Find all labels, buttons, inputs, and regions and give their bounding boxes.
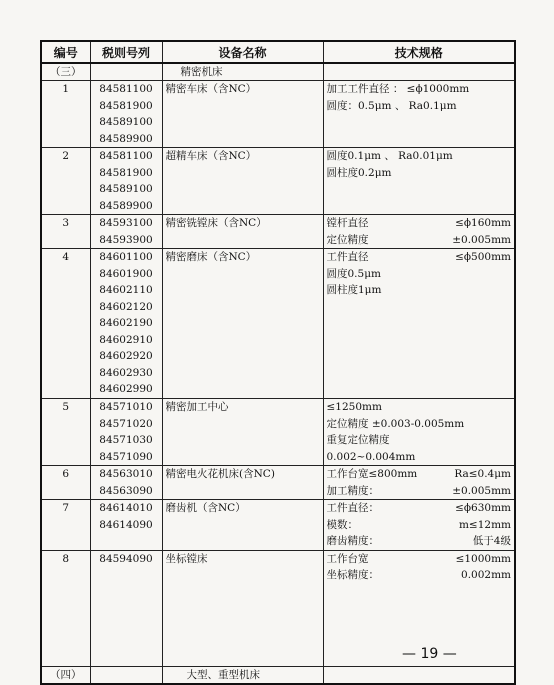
header-number: 编号 <box>41 41 90 63</box>
spec-value: ≤ϕ160mm <box>455 217 511 229</box>
tariff-code: 84581100 <box>99 83 153 95</box>
tariff-code: 84589900 <box>99 199 153 212</box>
equipment-name <box>162 399 323 466</box>
item-number <box>41 466 90 500</box>
tariff-code: 84581900 <box>99 166 153 179</box>
spec-line <box>327 249 512 266</box>
specification <box>323 81 515 148</box>
spec-value: ±0.005mm <box>452 484 511 497</box>
tariff-code: 84602930 <box>99 366 153 379</box>
equipment-name <box>162 466 323 500</box>
table-row <box>41 500 515 551</box>
section-title: 大型、重型机床 <box>162 666 323 684</box>
section-number: （四） <box>41 666 90 684</box>
spec-line <box>327 449 512 466</box>
spec-value: ±0.005mm <box>452 233 511 246</box>
spec-line <box>327 567 512 584</box>
spec-value: 低于4级 <box>472 535 511 547</box>
table-row <box>41 249 515 399</box>
page-number: — 19 — <box>402 646 457 662</box>
spec-label: 圆柱度0.2μm <box>326 166 392 179</box>
equipment-name <box>162 550 323 666</box>
equipment-name-text: 坐标镗床 <box>165 552 208 565</box>
spec-label: 圆度：0.5μm 、 Ra0.1μm <box>326 99 457 112</box>
equipment-name-text: 精密车床（含NC） <box>165 83 257 95</box>
equipment-name <box>162 215 323 249</box>
table-row <box>41 466 515 500</box>
tariff-code: 84602190 <box>99 317 153 329</box>
spec-label: 圆度0.5μm <box>326 267 381 280</box>
spec-line <box>327 98 512 115</box>
specification <box>323 215 515 249</box>
tariff-code: 84589100 <box>99 183 153 195</box>
spec-label: 坐标精度： <box>326 569 379 581</box>
tariff-code: 84614010 <box>99 502 153 514</box>
spec-line <box>327 399 512 416</box>
spec-label: 模数： <box>326 518 358 531</box>
equipment-table <box>40 40 516 685</box>
spec-label: 0.002~0.004mm <box>326 450 416 463</box>
header-tariff-code: 税则号列 <box>90 41 162 63</box>
item-number <box>41 148 90 215</box>
spec-label: 重复定位精度 <box>326 434 390 446</box>
section-row-heavy <box>41 666 515 684</box>
item-number-text: 7 <box>62 502 70 514</box>
section-empty-cell <box>323 666 515 684</box>
tariff-codes <box>90 81 162 148</box>
equipment-name <box>162 500 323 551</box>
spec-line <box>327 432 512 449</box>
spec-line <box>327 266 512 283</box>
specification <box>323 466 515 500</box>
tariff-code: 84589900 <box>99 132 153 145</box>
spec-label: 工作台宽 <box>326 552 369 565</box>
tariff-code: 84581900 <box>99 99 153 112</box>
table-row <box>41 81 515 148</box>
tariff-code: 84602920 <box>99 350 153 362</box>
equipment-name <box>162 148 323 215</box>
table-header-row <box>41 41 515 63</box>
equipment-name <box>162 249 323 399</box>
spec-line <box>327 416 512 433</box>
spec-label: 镗杆直径 <box>326 217 369 229</box>
section-empty-cell <box>323 63 515 81</box>
section-empty-cell <box>90 666 162 684</box>
specification <box>323 399 515 466</box>
tariff-codes <box>90 215 162 249</box>
section-number: （三） <box>41 63 90 81</box>
section-empty-cell <box>90 63 162 81</box>
specification <box>323 148 515 215</box>
tariff-codes <box>90 148 162 215</box>
spec-line <box>327 165 512 182</box>
section-row-precision <box>41 63 515 81</box>
item-number-text: 2 <box>62 150 70 162</box>
tariff-code: 84571090 <box>99 450 153 463</box>
specification <box>323 249 515 399</box>
spec-line <box>327 148 512 165</box>
tariff-code: 84571030 <box>99 434 153 446</box>
spec-line <box>327 81 512 98</box>
spec-label: 圆柱度1μm <box>326 284 382 296</box>
tariff-code: 84601100 <box>99 251 153 263</box>
item-number-text: 1 <box>62 83 70 95</box>
tariff-code: 84594090 <box>99 552 153 565</box>
spec-label: 磨齿精度： <box>326 535 379 547</box>
tariff-codes <box>90 399 162 466</box>
item-number <box>41 550 90 666</box>
spec-line <box>327 215 512 232</box>
equipment-name-text: 磨齿机（含NC） <box>165 502 246 514</box>
spec-line <box>327 282 512 299</box>
spec-line <box>327 500 512 517</box>
tariff-code: 84563090 <box>99 484 153 497</box>
tariff-code: 84589100 <box>99 116 153 128</box>
equipment-name-text: 精密铣镗床（含NC） <box>165 217 267 229</box>
section-title: 精密机床 <box>162 63 323 81</box>
spec-line <box>327 551 512 568</box>
tariff-code: 84571010 <box>99 401 153 413</box>
spec-label: 工件直径 <box>326 251 369 263</box>
spec-label: 定位精度 ±0.003-0.005mm <box>326 417 465 430</box>
spec-label: 圆度0.1μm 、 Ra0.01μm <box>326 150 453 162</box>
item-number <box>41 500 90 551</box>
item-number-text: 8 <box>62 552 70 565</box>
equipment-name-text: 精密加工中心 <box>165 401 229 413</box>
equipment-name-text: 精密电火花机床(含NC) <box>165 468 275 480</box>
tariff-code: 84602110 <box>99 284 153 296</box>
spec-line <box>327 483 512 500</box>
item-number-text: 3 <box>62 217 70 229</box>
tariff-code: 84563010 <box>99 468 153 480</box>
item-number-text: 4 <box>62 251 70 263</box>
item-number <box>41 81 90 148</box>
spec-label: 加工精度： <box>326 484 379 497</box>
tariff-codes <box>90 466 162 500</box>
item-number <box>41 215 90 249</box>
item-number-text: 5 <box>62 401 70 413</box>
spec-label: 加工工件直径 ： ≤ϕ1000mm <box>326 83 470 95</box>
spec-value: Ra≤0.4μm <box>454 468 511 480</box>
tariff-code: 84581100 <box>99 150 153 162</box>
spec-line <box>327 517 512 534</box>
spec-label: 工作台宽≤800mm <box>326 468 418 480</box>
spec-value: ≤ϕ630mm <box>455 502 511 514</box>
document-sheet <box>40 40 514 685</box>
table-row <box>41 399 515 466</box>
spec-label: ≤1250mm <box>326 401 382 413</box>
spec-value: 0.002mm <box>461 569 511 581</box>
spec-line <box>327 466 512 483</box>
specification <box>323 500 515 551</box>
header-equipment-name: 设备名称 <box>162 41 323 63</box>
spec-value: ≤1000mm <box>455 552 511 565</box>
tariff-code: 84571020 <box>99 417 153 430</box>
tariff-codes <box>90 550 162 666</box>
equipment-name <box>162 81 323 148</box>
tariff-code: 84601900 <box>99 267 153 280</box>
header-specification: 技术规格 <box>323 41 515 63</box>
spec-label: 工件直径： <box>326 502 379 514</box>
item-number <box>41 249 90 399</box>
tariff-code: 84614090 <box>99 518 153 531</box>
tariff-code: 84602120 <box>99 300 153 313</box>
equipment-name-text: 超精车床（含NC） <box>165 150 257 162</box>
table-row <box>41 148 515 215</box>
spec-line <box>327 232 512 249</box>
spec-line <box>327 533 512 550</box>
tariff-code: 84593900 <box>99 233 153 246</box>
tariff-code: 84602990 <box>99 383 153 395</box>
equipment-name-text: 精密磨床（含NC） <box>165 251 257 263</box>
tariff-codes <box>90 249 162 399</box>
item-number-text: 6 <box>62 468 70 480</box>
item-number <box>41 399 90 466</box>
spec-value: m≤12mm <box>458 518 511 531</box>
tariff-code: 84593100 <box>99 217 153 229</box>
tariff-codes <box>90 500 162 551</box>
tariff-code: 84602910 <box>99 333 153 346</box>
spec-value: ≤ϕ500mm <box>455 251 511 263</box>
spec-label: 定位精度 <box>326 233 369 246</box>
table-row <box>41 215 515 249</box>
